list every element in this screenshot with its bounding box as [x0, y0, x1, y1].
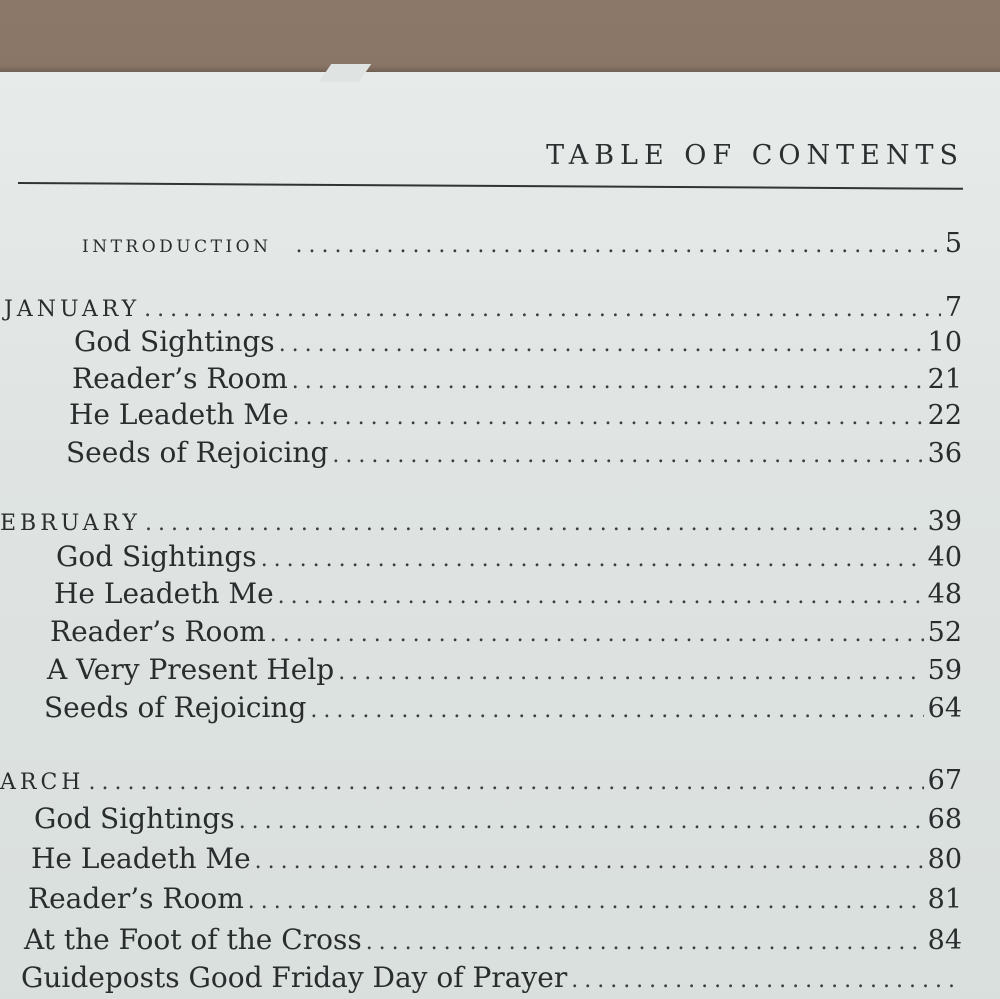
toc-page-number: 80 [927, 844, 962, 875]
toc-entry-label: Reader’s Room [28, 882, 244, 915]
dot-leader [279, 332, 924, 357]
toc-row-section [4, 292, 962, 323]
toc-row-entry [44, 691, 962, 724]
toc-page-number: 67 [927, 765, 962, 796]
toc-row-section [0, 506, 962, 537]
toc-page-number: 10 [927, 327, 962, 358]
toc-page-number: 36 [927, 438, 962, 469]
toc-row-entry [28, 882, 962, 915]
toc-entry-label: He Leadeth Me [54, 577, 274, 610]
toc-section-label: EBRUARY [0, 511, 141, 536]
toc-entry-label: At the Foot of the Cross [24, 923, 362, 956]
toc-page-number: 22 [927, 400, 962, 431]
toc-row-entry [72, 362, 962, 395]
dot-leader [88, 770, 923, 795]
toc-entry-label: God Sightings [74, 325, 275, 358]
toc-entry-label: Reader’s Room [50, 615, 266, 648]
dot-leader [145, 511, 924, 536]
toc-row-entry [66, 436, 962, 469]
toc-row-section [0, 765, 962, 796]
dot-leader [292, 369, 924, 394]
toc-page-number: 68 [927, 804, 962, 835]
toc-page-number: 5 [944, 228, 962, 259]
dot-leader [144, 297, 941, 322]
toc-row-entry [21, 961, 962, 994]
toc-row-entry [34, 802, 962, 835]
dot-leader [366, 930, 924, 955]
dot-leader [296, 233, 941, 258]
dot-leader [239, 809, 924, 834]
toc-entry-label: Seeds of Rejoicing [44, 691, 307, 724]
dot-leader [270, 622, 924, 647]
toc-page-number: 81 [927, 884, 962, 915]
dot-leader [571, 968, 958, 993]
toc-row-entry [50, 615, 962, 648]
toc-page-number: 21 [927, 364, 962, 395]
toc-entry-label: He Leadeth Me [69, 398, 289, 431]
dot-leader [261, 547, 924, 572]
dot-leader [293, 405, 924, 430]
toc-row-introduction [82, 228, 962, 259]
toc-section-label: JANUARY [4, 297, 141, 322]
toc-page-number: 52 [927, 617, 962, 648]
toc-page-number: 48 [927, 579, 962, 610]
toc-entry-label: God Sightings [34, 802, 235, 835]
toc-row-entry [31, 842, 962, 875]
toc-page-number: 7 [944, 292, 962, 323]
toc-entry-label: He Leadeth Me [31, 842, 251, 875]
toc-section-label: ARCH [0, 770, 85, 795]
toc-row-entry [24, 923, 962, 956]
toc-entry-label: Seeds of Rejoicing [66, 436, 329, 469]
dot-leader [332, 443, 923, 468]
toc-entry-label: Reader’s Room [72, 362, 288, 395]
toc-row-entry [56, 540, 962, 573]
toc-row-entry [69, 398, 962, 431]
toc-row-entry [54, 577, 962, 610]
dot-leader [248, 889, 924, 914]
toc-page-number: 40 [927, 542, 962, 573]
toc-entry-label: A Very Present Help [47, 653, 335, 686]
toc-row-entry [74, 325, 962, 358]
dot-leader [310, 698, 923, 723]
toc-page-number: 59 [927, 655, 962, 686]
dot-leader [338, 660, 923, 685]
toc-entry-label: Guideposts Good Friday Day of Prayer [21, 961, 568, 994]
toc-row-entry [47, 653, 962, 686]
toc-page-number: 64 [927, 693, 962, 724]
toc-entry-label: God Sightings [56, 540, 257, 573]
toc-page-number: 84 [927, 925, 962, 956]
dot-leader [255, 849, 924, 874]
dot-leader [278, 584, 924, 609]
toc-label: INTRODUCTION [82, 237, 272, 257]
toc-page-number: 39 [927, 506, 962, 537]
page-title: TABLE OF CONTENTS [546, 140, 964, 171]
